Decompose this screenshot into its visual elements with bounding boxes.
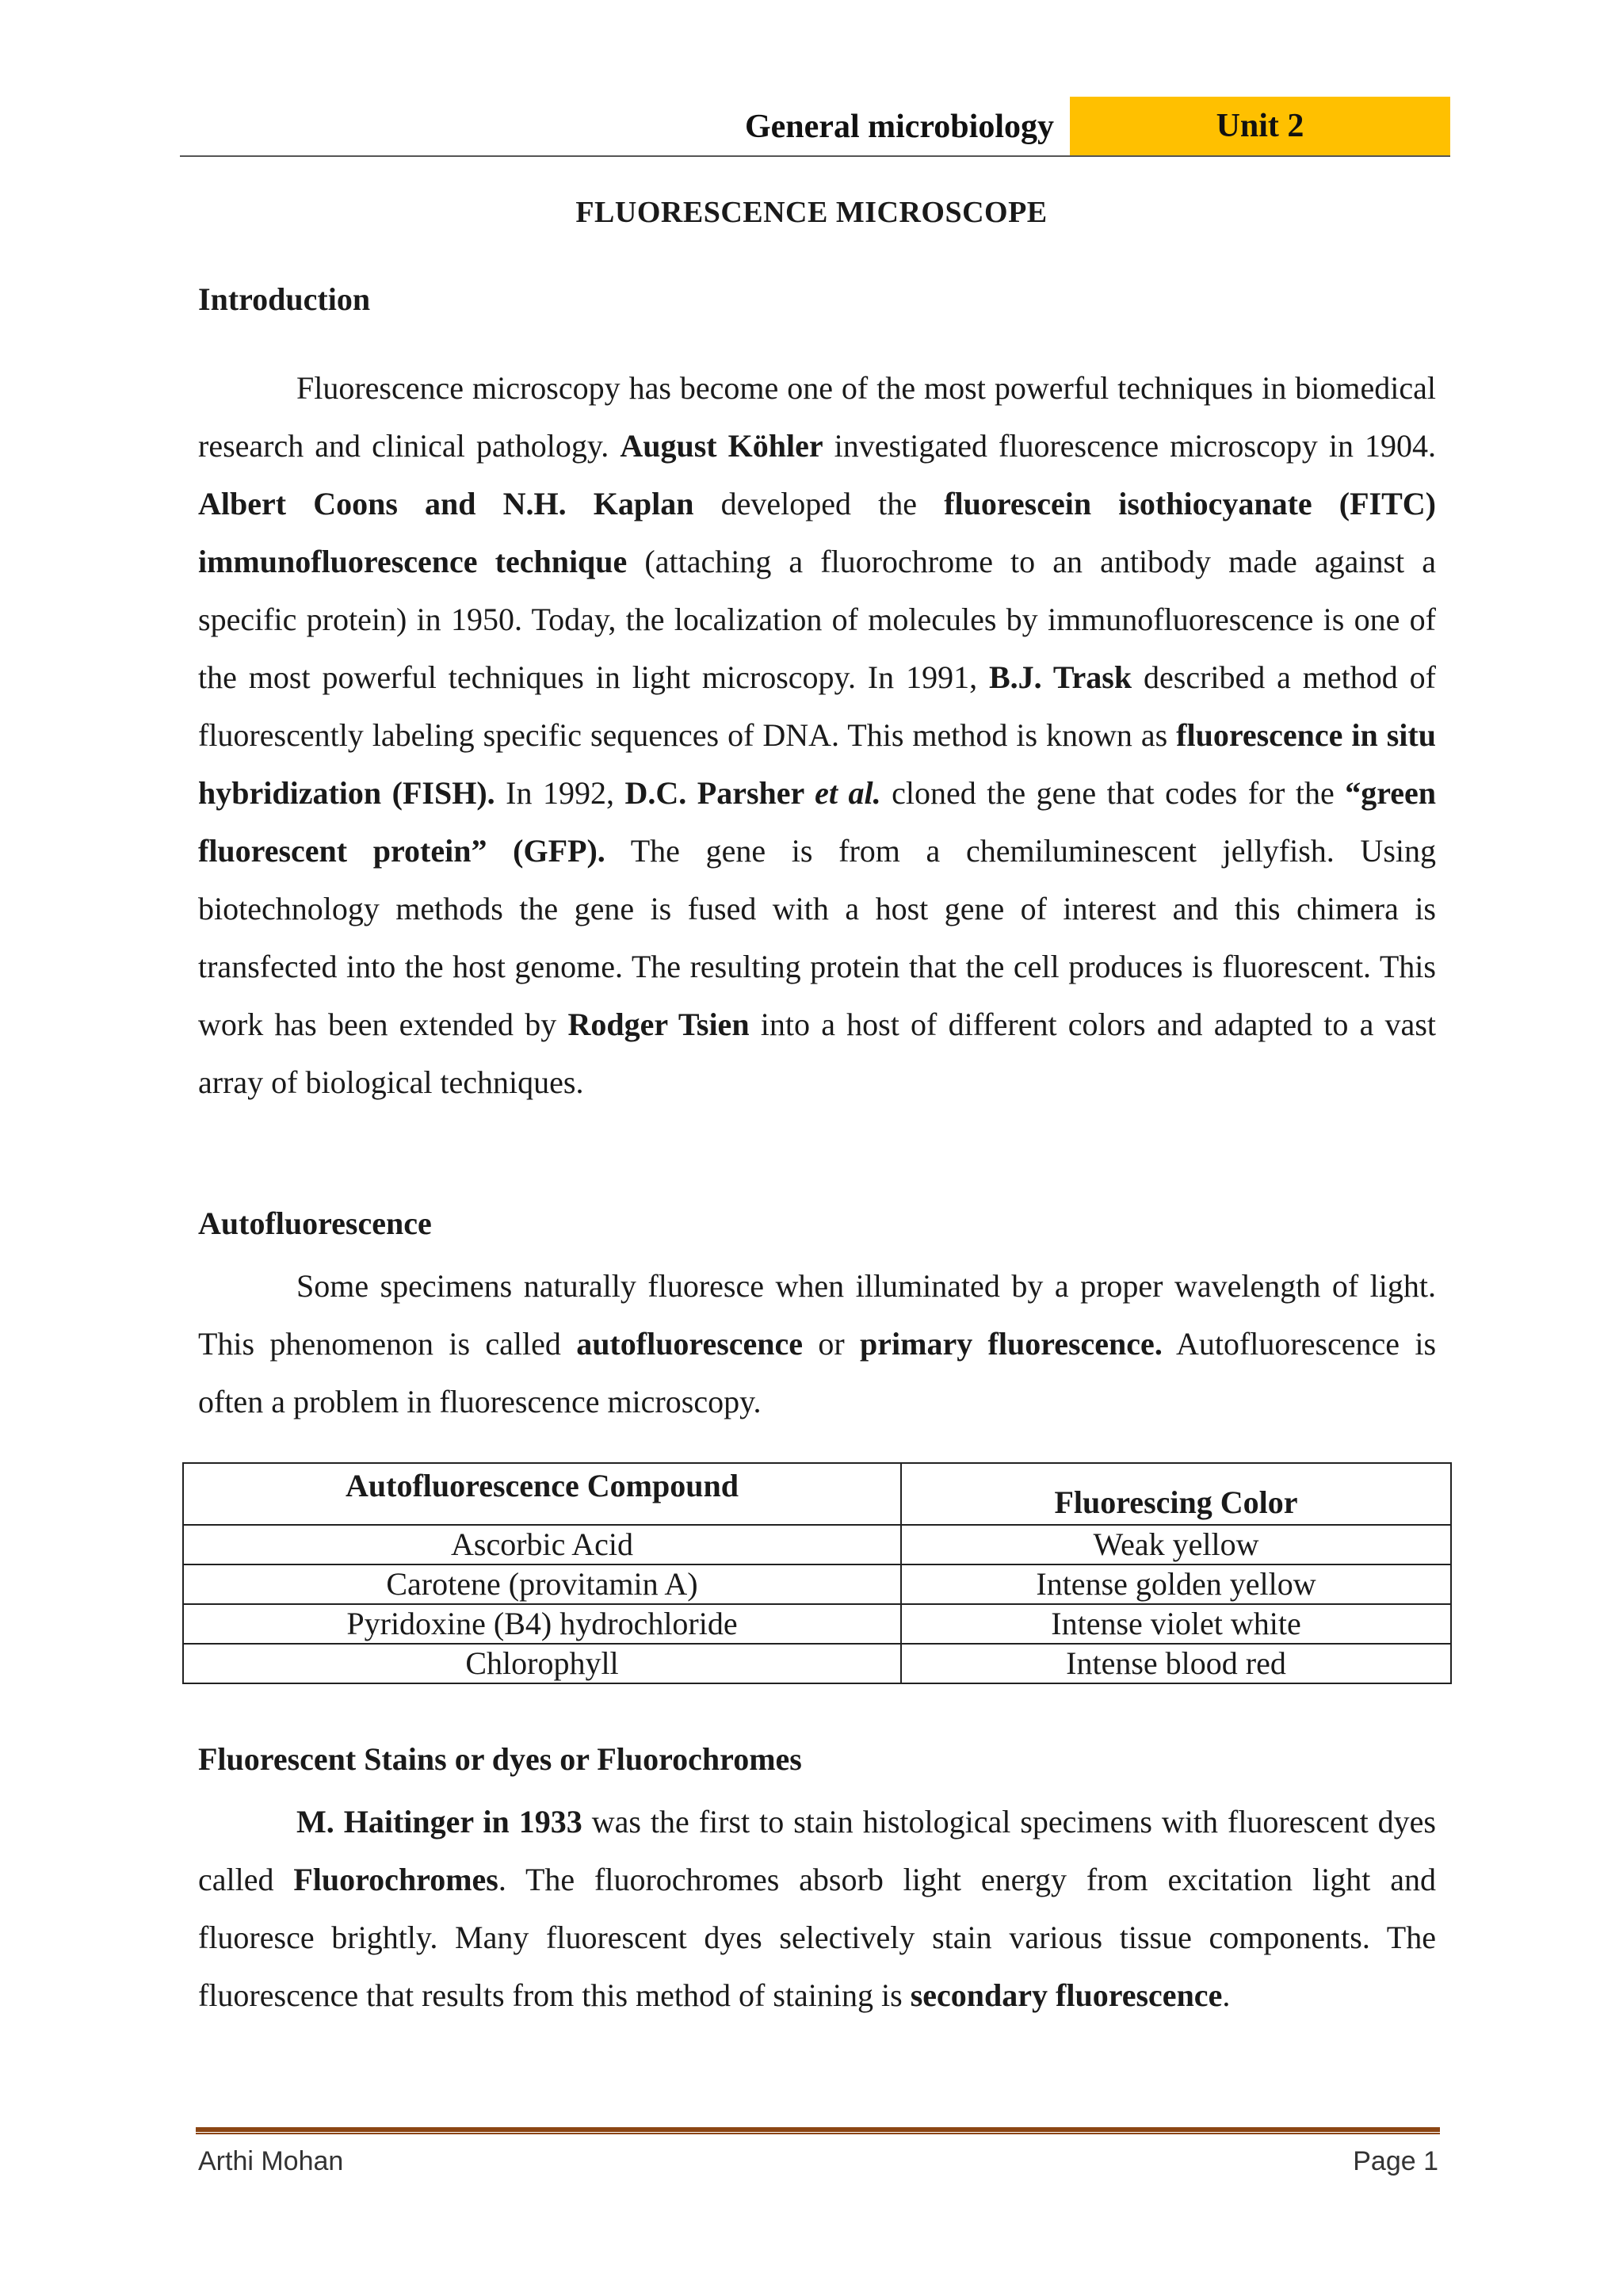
intro-text-bold: fluorescein isothiocyanate (FITC) immunofluorescence technique: [198, 486, 1436, 579]
table-cell-compound: Ascorbic Acid: [183, 1525, 901, 1564]
stains-paragraph: [198, 1793, 1436, 2024]
autofluorescence-table: [182, 1462, 1452, 1684]
intro-paragraph: [198, 359, 1436, 1111]
table-header-row: [183, 1463, 1451, 1525]
stains-text: .: [1222, 1977, 1231, 2013]
stains-text-bold: Fluorochromes: [293, 1862, 498, 1897]
page-header: [180, 97, 1450, 157]
table-row: [183, 1525, 1451, 1564]
table-cell-color: Intense blood red: [901, 1644, 1451, 1683]
intro-text-bold: August Köhler: [620, 428, 823, 464]
autofluorescence-text: or: [803, 1326, 861, 1362]
intro-text: In 1992,: [495, 775, 625, 811]
table-cell-compound: Pyridoxine (B4) hydrochloride: [183, 1604, 901, 1644]
stains-text-bold: secondary fluorescence: [910, 1977, 1223, 2013]
intro-text-bold-italic: et al.: [815, 775, 881, 811]
intro-text: investigated fluorescence microscopy in 1904.: [823, 428, 1437, 464]
table-cell-color: Intense golden yellow: [901, 1564, 1451, 1604]
table-row: [183, 1604, 1451, 1644]
intro-text: The gene is from a chemiluminescent jellyfish. Using biotechnology methods the gene is fused with a host gene of interest and this chimera is transfected into the host genome. The resulting protein that the cell produces is fluorescent. This work has been extended by: [198, 833, 1436, 1042]
intro-text: cloned the gene that codes for the: [880, 775, 1346, 811]
intro-text: into a host of different colors and adapted to a vast array of biological techniques.: [198, 1007, 1436, 1100]
intro-text: described a method of fluorescently labeling specific sequences of DNA. This method is known as: [198, 659, 1437, 753]
footer-page-number: Page 1: [1353, 2146, 1438, 2176]
autofluorescence-heading: Autofluorescence: [198, 1205, 432, 1241]
intro-text-bold: D.C. Parsher: [624, 775, 815, 811]
intro-text: developed the: [693, 486, 945, 521]
autofluorescence-text-bold: autofluorescence: [576, 1326, 804, 1362]
table-cell-compound: Carotene (provitamin A): [183, 1564, 901, 1604]
intro-text-bold: Albert Coons and N.H. Kaplan: [198, 486, 694, 521]
header-unit-badge: Unit 2: [1070, 97, 1450, 155]
intro-text-bold: Rodger Tsien: [567, 1007, 750, 1042]
footer-author: Arthi Mohan: [198, 2146, 344, 2176]
autofluorescence-text-bold: primary fluorescence.: [860, 1326, 1163, 1362]
stains-heading: Fluorescent Stains or dyes or Fluorochromes: [198, 1741, 802, 1777]
stains-text-bold: M. Haitinger in 1933: [296, 1804, 582, 1839]
table-header-color: Fluorescing Color: [901, 1463, 1451, 1525]
intro-text: (attaching a fluorochrome to an antibody made against a specific protein) in 1950. Today, the localization of molecules by immunofluorescence is one of the most powerful techniques in light microscopy. In 1991,: [198, 544, 1436, 695]
header-subject: General microbiology: [745, 109, 1054, 145]
table-cell-compound: Chlorophyll: [183, 1644, 901, 1683]
footer-divider: [196, 2127, 1440, 2134]
intro-text-bold: “green fluorescent protein” (GFP).: [198, 775, 1437, 869]
table-header-compound: Autofluorescence Compound: [183, 1463, 901, 1525]
intro-heading: Introduction: [198, 281, 371, 317]
intro-text: Fluorescence microscopy has become one of the most powerful techniques in biomedical research and clinical pathology.: [198, 370, 1436, 464]
table-row: [183, 1564, 1451, 1604]
intro-text-bold: B.J. Trask: [988, 659, 1132, 695]
autofluorescence-paragraph: [198, 1257, 1436, 1431]
intro-text-bold: fluorescence in situ hybridization (FISH).: [198, 717, 1436, 811]
stains-text: was the first to stain histological specimens with fluorescent dyes called: [198, 1804, 1436, 1897]
table-cell-color: Weak yellow: [901, 1525, 1451, 1564]
autofluorescence-text: Some specimens naturally fluoresce when illuminated by a proper wavelength of light. This phenomenon is called: [198, 1268, 1436, 1362]
table-row: [183, 1644, 1451, 1683]
table-cell-color: Intense violet white: [901, 1604, 1451, 1644]
autofluorescence-text: Autofluorescence is often a problem in fluorescence microscopy.: [198, 1326, 1437, 1419]
document-title: FLUORESCENCE MICROSCOPE: [575, 196, 1048, 229]
stains-text: . The fluorochromes absorb light energy from excitation light and fluoresce brightly. Many fluorescent dyes selectively stain various tissue components. The fluorescence that results from this method of staining is: [198, 1862, 1436, 2013]
